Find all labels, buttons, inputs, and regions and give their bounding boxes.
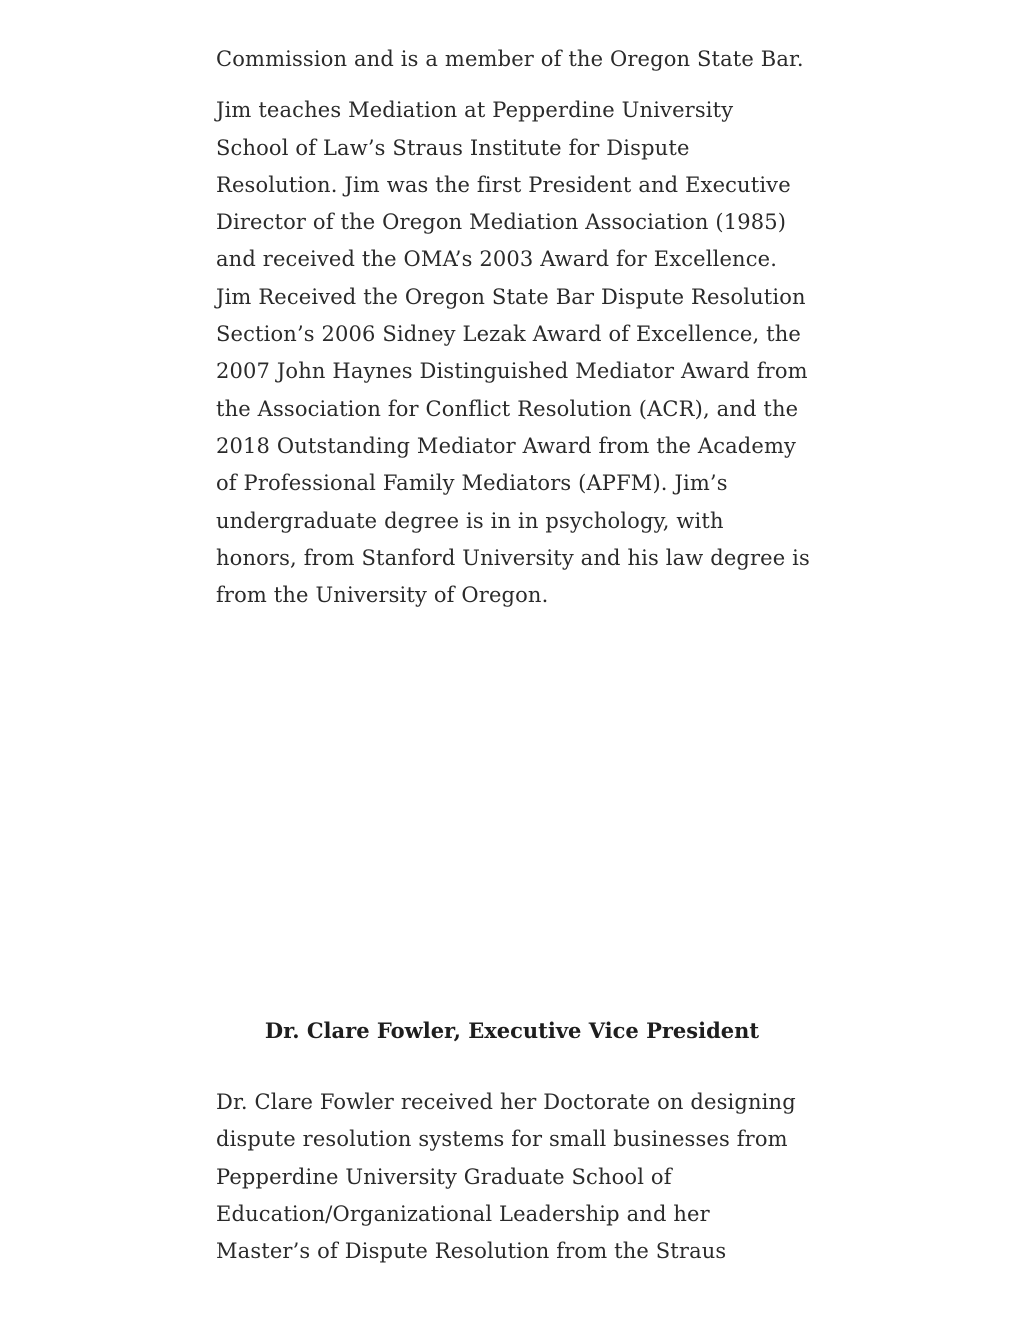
text-line: Pepperdine University Graduate School of bbox=[216, 1164, 672, 1189]
text-line: 2018 Outstanding Mediator Award from the Academy bbox=[216, 433, 797, 458]
jim-bio-paragraph bbox=[216, 92, 816, 614]
text-line: undergraduate degree is in in psychology, with bbox=[216, 508, 724, 533]
text-line: Resolution. Jim was the first President and Executive bbox=[216, 172, 791, 197]
clare-fowler-heading: Dr. Clare Fowler, Executive Vice President bbox=[264, 1018, 760, 1043]
text-line: the Association for Conflict Resolution (ACR), and the bbox=[216, 396, 799, 421]
text-line: School of Law’s Straus Institute for Dispute bbox=[216, 135, 690, 160]
text-line: of Professional Family Mediators (APFM). Jim’s bbox=[216, 471, 728, 496]
text-line: Dr. Clare Fowler received her Doctorate on designing bbox=[216, 1090, 796, 1114]
text-line: Jim Received the Oregon State Bar Dispute Resolution bbox=[216, 284, 806, 309]
intro-paragraph bbox=[216, 41, 816, 78]
text-line: Master’s of Dispute Resolution from the Straus bbox=[216, 1239, 727, 1264]
text-line: Director of the Oregon Mediation Association (1985) bbox=[216, 210, 787, 235]
text-line: honors, from Stanford University and his law degree is bbox=[216, 545, 810, 570]
text-line: Education/Organizational Leadership and her bbox=[216, 1201, 710, 1226]
clare-bio-paragraph bbox=[216, 1084, 816, 1270]
bio-content bbox=[216, 41, 816, 614]
text-line: 2007 John Haynes Distinguished Mediator Award from bbox=[216, 359, 808, 384]
text-line: from the University of Oregon. bbox=[216, 583, 549, 608]
text-line: Section’s 2006 Sidney Lezak Award of Excellence, the bbox=[216, 322, 801, 347]
text-line: Commission and is a member of the Oregon State Bar. bbox=[216, 47, 804, 71]
text-line: Jim teaches Mediation at Pepperdine University bbox=[216, 98, 734, 123]
text-line: dispute resolution systems for small businesses from bbox=[216, 1127, 788, 1152]
text-line: and received the OMA’s 2003 Award for Excellence. bbox=[216, 247, 778, 272]
